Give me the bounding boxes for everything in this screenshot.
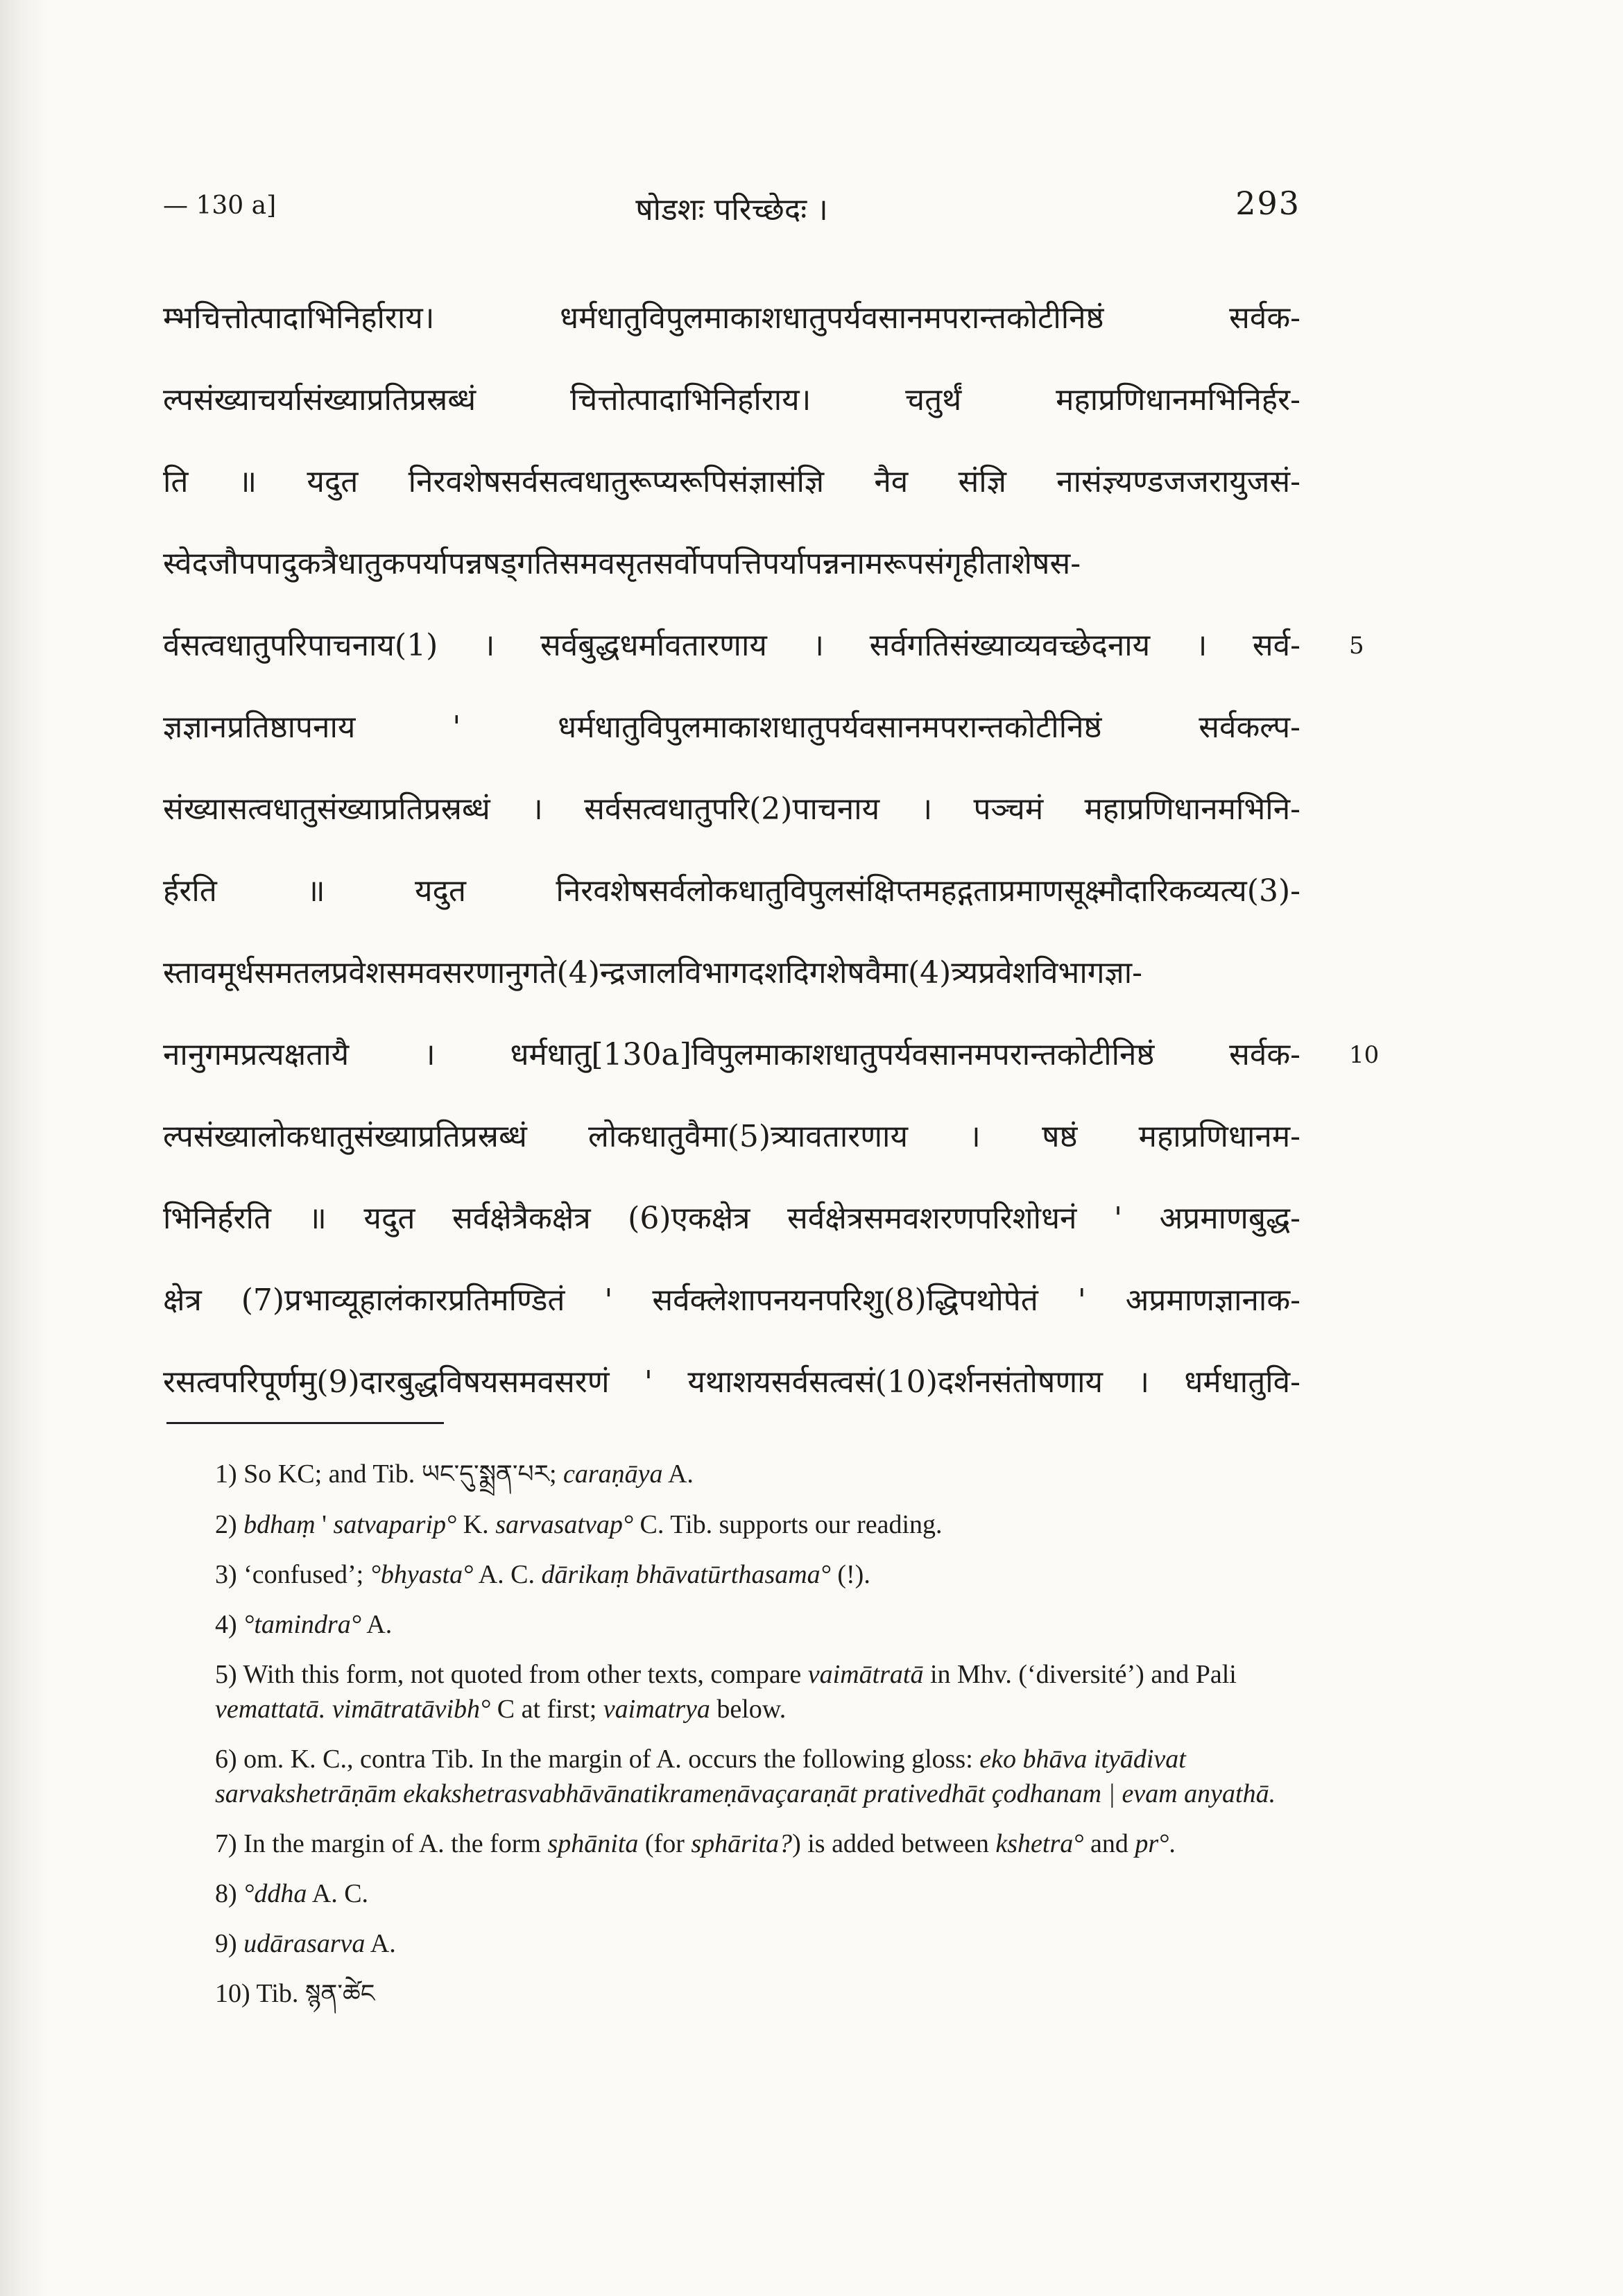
- footnote-8: 8) °ddha A. C.: [215, 1879, 369, 1908]
- footnotes: [215, 1457, 1297, 2027]
- footnote-separator: [166, 1422, 444, 1424]
- tibetan-text: ཡང་དུ་སྨྲན་པར: [421, 1460, 549, 1489]
- sanskrit-body: [163, 277, 1380, 1423]
- text-line: र्हरति ॥ यदुत निरवशेषसर्वलोकधातुविपुलसंक्षिप्तमहद्गताप्रमाणसूक्ष्मौदारिकव्यत्य(3)-: [163, 873, 1300, 909]
- text-line: क्षेत्र (7)प्रभाव्यूहालंकारप्रतिमण्डितं ' सर्वक्लेशापनयनपरिशु(8)द्धिपथोपेतं ' अप्रमाणज्ञानाक-: [163, 1283, 1300, 1318]
- footnote-3: 3) ‘confused’; °bhyasta° A. C. dārikaṃ bhāvatūrthasama° (!).: [215, 1560, 870, 1589]
- text-line: ति ॥ यदुत निरवशेषसर्वसत्वधातुरूप्यरूपिसंज्ञासंज्ञि नैव संज्ञि नासंज्ञ्यण्डजजरायुजसं-: [163, 464, 1300, 499]
- footnote-9: 9) udārasarva A.: [215, 1929, 396, 1958]
- text-line: ल्पसंख्यालोकधातुसंख्याप्रतिप्रस्रब्धं लोकधातुवैमा(5)त्र्यावतारणाय । षष्ठं महाप्रणिधानम-: [163, 1119, 1300, 1154]
- text-line: ल्पसंख्याचर्यासंख्याप्रतिप्रस्रब्धं चित्तोत्पादाभिनिर्हाराय। चतुर्थं महाप्रणिधानमभिनिर्हर-: [163, 382, 1300, 418]
- page-header: [163, 182, 1300, 230]
- page-number: 293: [1235, 185, 1300, 222]
- text-line: नानुगमप्रत्यक्षतायै । धर्मधातु[130a]विपुलमाकाशधातुपर्यवसानमपरान्तकोटीनिष्ठं सर्वक- 10: [163, 1014, 1300, 1096]
- footnote-4: 4) °tamindra° A.: [215, 1610, 393, 1639]
- section-reference: — 130 a]: [163, 191, 277, 220]
- footnote-7: 7) In the margin of A. the form sphānita (for sphārita?) is added between kshetra° and pr°.: [215, 1829, 1176, 1858]
- text-line: र्वसत्वधातुपरिपाचनाय(1) । सर्वबुद्धधर्मावतारणाय । सर्वगतिसंख्याव्यवच्छेदनाय । सर्व- 5: [163, 605, 1300, 687]
- footnote-6: 6) om. K. C., contra Tib. In the margin of A. occurs the following gloss: eko bhāva ityādivat sarvakshetrāṇām ekakshetrasvabhāvānatikrameṇāvaçaraṇāt prativedhāt çodhanam | evam anyathā.: [215, 1745, 1276, 1808]
- footnote-5: 5) With this form, not quoted from other texts, compare vaimātratā in Mhv. (‘diversité’) and Pali vemattatā. vimātratāvibh° C at first; vaimatrya below.: [215, 1660, 1237, 1724]
- text-line: म्भचित्तोत्पादाभिनिर्हाराय। धर्मधातुविपुलमाकाशधातुपर्यवसानमपरान्तकोटीनिष्ठं सर्वक-: [163, 300, 1300, 336]
- tibetan-text: སྙན་ཚེང: [304, 1980, 375, 2008]
- text-line: रसत्वपरिपूर्णमु(9)दारबुद्धविषयसमवसरणं ' यथाशयसर्वसत्वसं(10)दर्शनसंतोषणाय । धर्मधातुवि-: [163, 1364, 1300, 1400]
- footnote-10: 10) Tib. སྙན་ཚེང: [215, 1979, 375, 2008]
- line-number: 10: [1349, 1041, 1380, 1069]
- scan-edge-shadow: [0, 0, 49, 2296]
- footnote-1: 1) So KC; and Tib. ཡང་དུ་སྨྲན་པར; caraṇāya A.: [215, 1459, 694, 1489]
- text-line: स्वेदजौपपादुकत्रैधातुकपर्यापन्नषड्गतिसमवसृतसर्वोपपत्तिपर्यापन्ननामरूपसंगृहीताशेषस-: [163, 546, 1081, 581]
- text-line: ज्ञज्ञानप्रतिष्ठापनाय ' धर्मधातुविपुलमाकाशधातुपर्यवसानमपरान्तकोटीनिष्ठं सर्वकल्प-: [163, 710, 1300, 745]
- text-line: भिनिर्हरति ॥ यदुत सर्वक्षेत्रैकक्षेत्र (6)एकक्षेत्र सर्वक्षेत्रसमवशरणपरिशोधनं ' अप्रमाणबुद्ध-: [163, 1201, 1300, 1236]
- text-line: संख्यासत्वधातुसंख्याप्रतिप्रस्रब्धं । सर्वसत्वधातुपरि(2)पाचनाय । पञ्चमं महाप्रणिधानमभिनि-: [163, 791, 1300, 827]
- line-number: 5: [1349, 632, 1364, 660]
- running-title: षोडशः परिच्छेदः ।: [635, 192, 828, 228]
- footnote-2: 2) bdhaṃ ' satvaparip° K. sarvasatvap° C. Tib. supports our reading.: [215, 1510, 943, 1539]
- text-line: स्तावमूर्धसमतलप्रवेशसमवसरणानुगते(4)न्द्रजालविभागदशदिगशेषवैमा(4)त्र्यप्रवेशविभागज्ञा-: [163, 955, 1142, 991]
